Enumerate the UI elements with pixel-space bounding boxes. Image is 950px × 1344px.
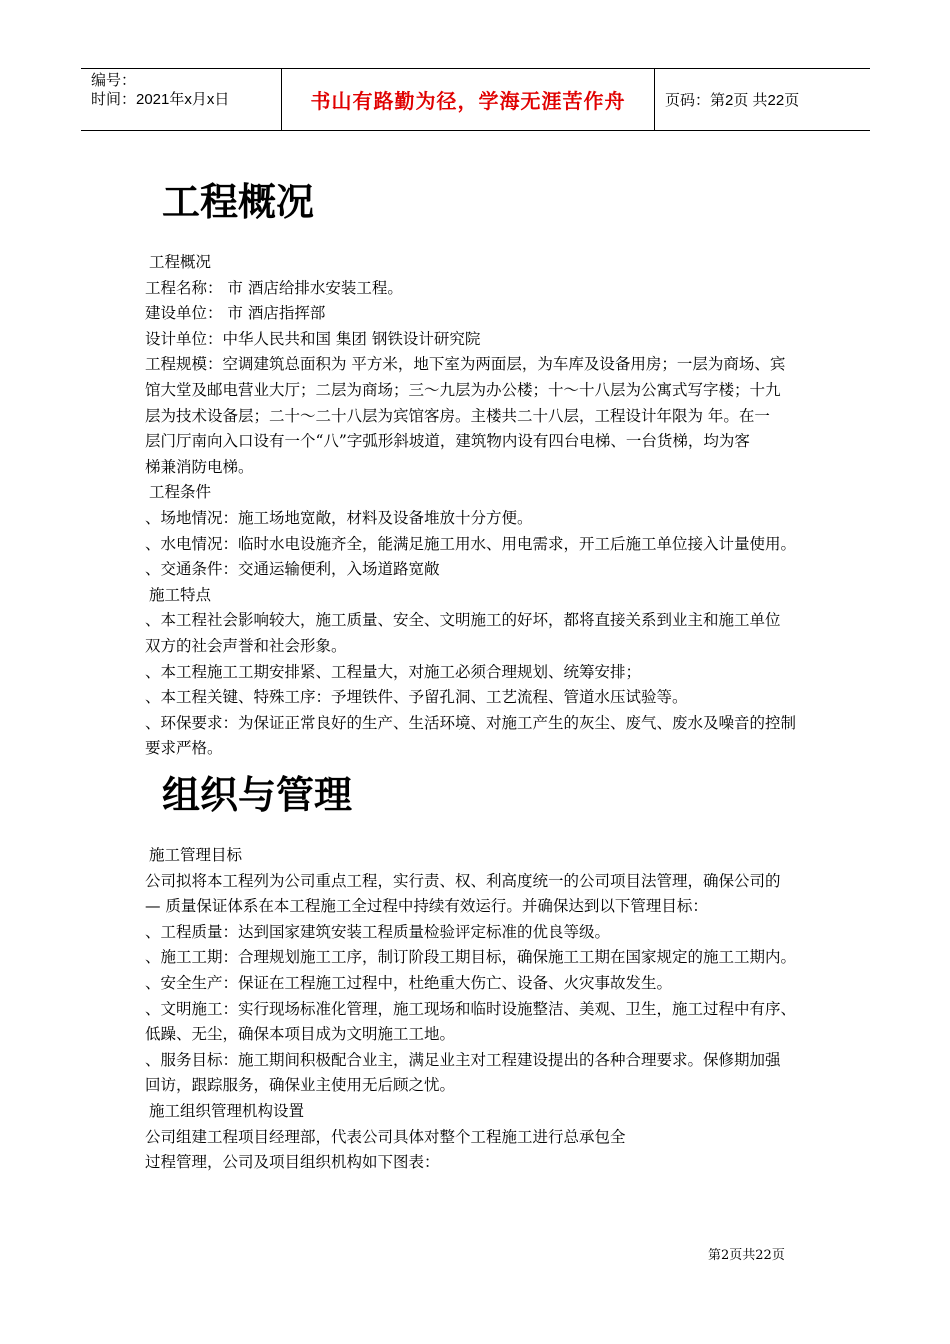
paragraph-line: 公司组建工程项目经理部，代表公司具体对整个工程施工进行总承包全	[145, 1127, 626, 1146]
document-number: 编号：	[91, 72, 137, 89]
paragraph-line: 、服务目标：施工期间积极配合业主，满足业主对工程建设提出的各种合理要求。保修期加强	[145, 1050, 781, 1069]
paragraph-line: 、场地情况：施工场地宽敞，材料及设备堆放十分方便。	[145, 508, 533, 527]
paragraph-line: 公司拟将本工程列为公司重点工程，实行责、权、利高度统一的公司项目法管理，确保公司的	[145, 871, 781, 890]
paragraph-line: 工程名称： 市 酒店给排水安装工程。	[145, 278, 403, 297]
page-footer: 第2页共22页	[708, 1248, 785, 1263]
paragraph-line: 、本工程施工工期安排紧、工程量大，对施工必须合理规划、统筹安排；	[145, 662, 642, 681]
paragraph-line: 施工管理目标	[149, 846, 243, 864]
paragraph-line: 、本工程社会影响较大，施工质量、安全、文明施工的好坏，都将直接关系到业主和施工单位	[145, 611, 781, 630]
paragraph-line: 、安全生产：保证在工程施工过程中，杜绝重大伤亡、设备、火灾事故发生。	[145, 973, 673, 992]
paragraph-line: 设计单位：中华人民共和国 集团 钢铁设计研究院	[145, 329, 481, 348]
paragraph-line: 、文明施工：实行现场标准化管理，施工现场和临时设施整洁、美观、卫生，施工过程中有序、	[145, 999, 797, 1018]
header-page-number: 页码：第2页 共22页	[665, 92, 800, 109]
paragraph-line: 、本工程关键、特殊工序：予埋铁件、予留孔洞、工艺流程、管道水压试验等。	[145, 688, 688, 707]
paragraph-line: 、环保要求：为保证正常良好的生产、生活环境、对施工产生的灰尘、废气、废水及噪音的控制	[145, 713, 797, 732]
paragraph-line: 要求严格。	[145, 739, 223, 758]
paragraph-line: 回访，跟踪服务，确保业主使用无后顾之忧。	[145, 1076, 456, 1095]
paragraph-line: 施工特点	[149, 585, 212, 604]
paragraph-line: 馆大堂及邮电营业大厅；二层为商场；三～九层为办公楼；十～十八层为公寓式写字楼；十九	[145, 380, 781, 399]
section-overview-body	[145, 250, 825, 762]
paragraph-line: 、施工工期：合理规划施工工序，制订阶段工期目标，确保施工工期在国家规定的施工工期内。	[145, 948, 797, 967]
paragraph-line: 、水电情况：临时水电设施齐全，能满足施工用水、用电需求，开工后施工单位接入计量使用。	[145, 534, 797, 553]
paragraph-line: 梯兼消防电梯。	[145, 457, 254, 476]
section-title-organization: 组织与管理	[162, 773, 353, 817]
paragraph-line: 、工程质量：达到国家建筑安装工程质量检验评定标准的优良等级。	[145, 922, 611, 941]
paragraph-line: 、交通条件：交通运输便利，入场道路宽敞	[145, 560, 440, 579]
paragraph-line: 过程管理，公司及项目组织机构如下图表：	[145, 1153, 440, 1172]
paragraph-line: 施工组织管理机构设置	[149, 1101, 305, 1120]
paragraph-line: 层门厅南向入口设有一个“八”字弧形斜坡道，建筑物内设有四台电梯、一台货梯，均为客	[145, 432, 750, 451]
paragraph-line: 工程概况	[149, 253, 212, 271]
document-date: 时间：2021年x月x日	[91, 91, 230, 108]
header-meta	[81, 69, 282, 130]
page-header	[81, 68, 870, 131]
paragraph-line: 层为技术设备层；二十～二十八层为宾馆客房。主楼共二十八层，工程设计年限为 年。在一	[145, 406, 770, 425]
paragraph-line: 低躁、无尘，确保本项目成为文明施工工地。	[145, 1025, 456, 1044]
header-motto: 书山有路勤为径，学海无涯苦作舟	[282, 69, 655, 130]
paragraph-line: — 质量保证体系在本工程施工全过程中持续有效运行。并确保达到以下管理目标：	[145, 897, 708, 916]
section-organization-body	[145, 843, 825, 1176]
paragraph-line: 工程条件	[149, 483, 212, 502]
paragraph-line: 建设单位： 市 酒店指挥部	[145, 304, 326, 323]
paragraph-line: 双方的社会声誉和社会形象。	[145, 636, 347, 655]
section-title-overview: 工程概况	[162, 180, 315, 224]
paragraph-line: 工程规模：空调建筑总面积为 平方米，地下室为两面层，为车库及设备用房；一层为商场、宾	[145, 355, 786, 374]
